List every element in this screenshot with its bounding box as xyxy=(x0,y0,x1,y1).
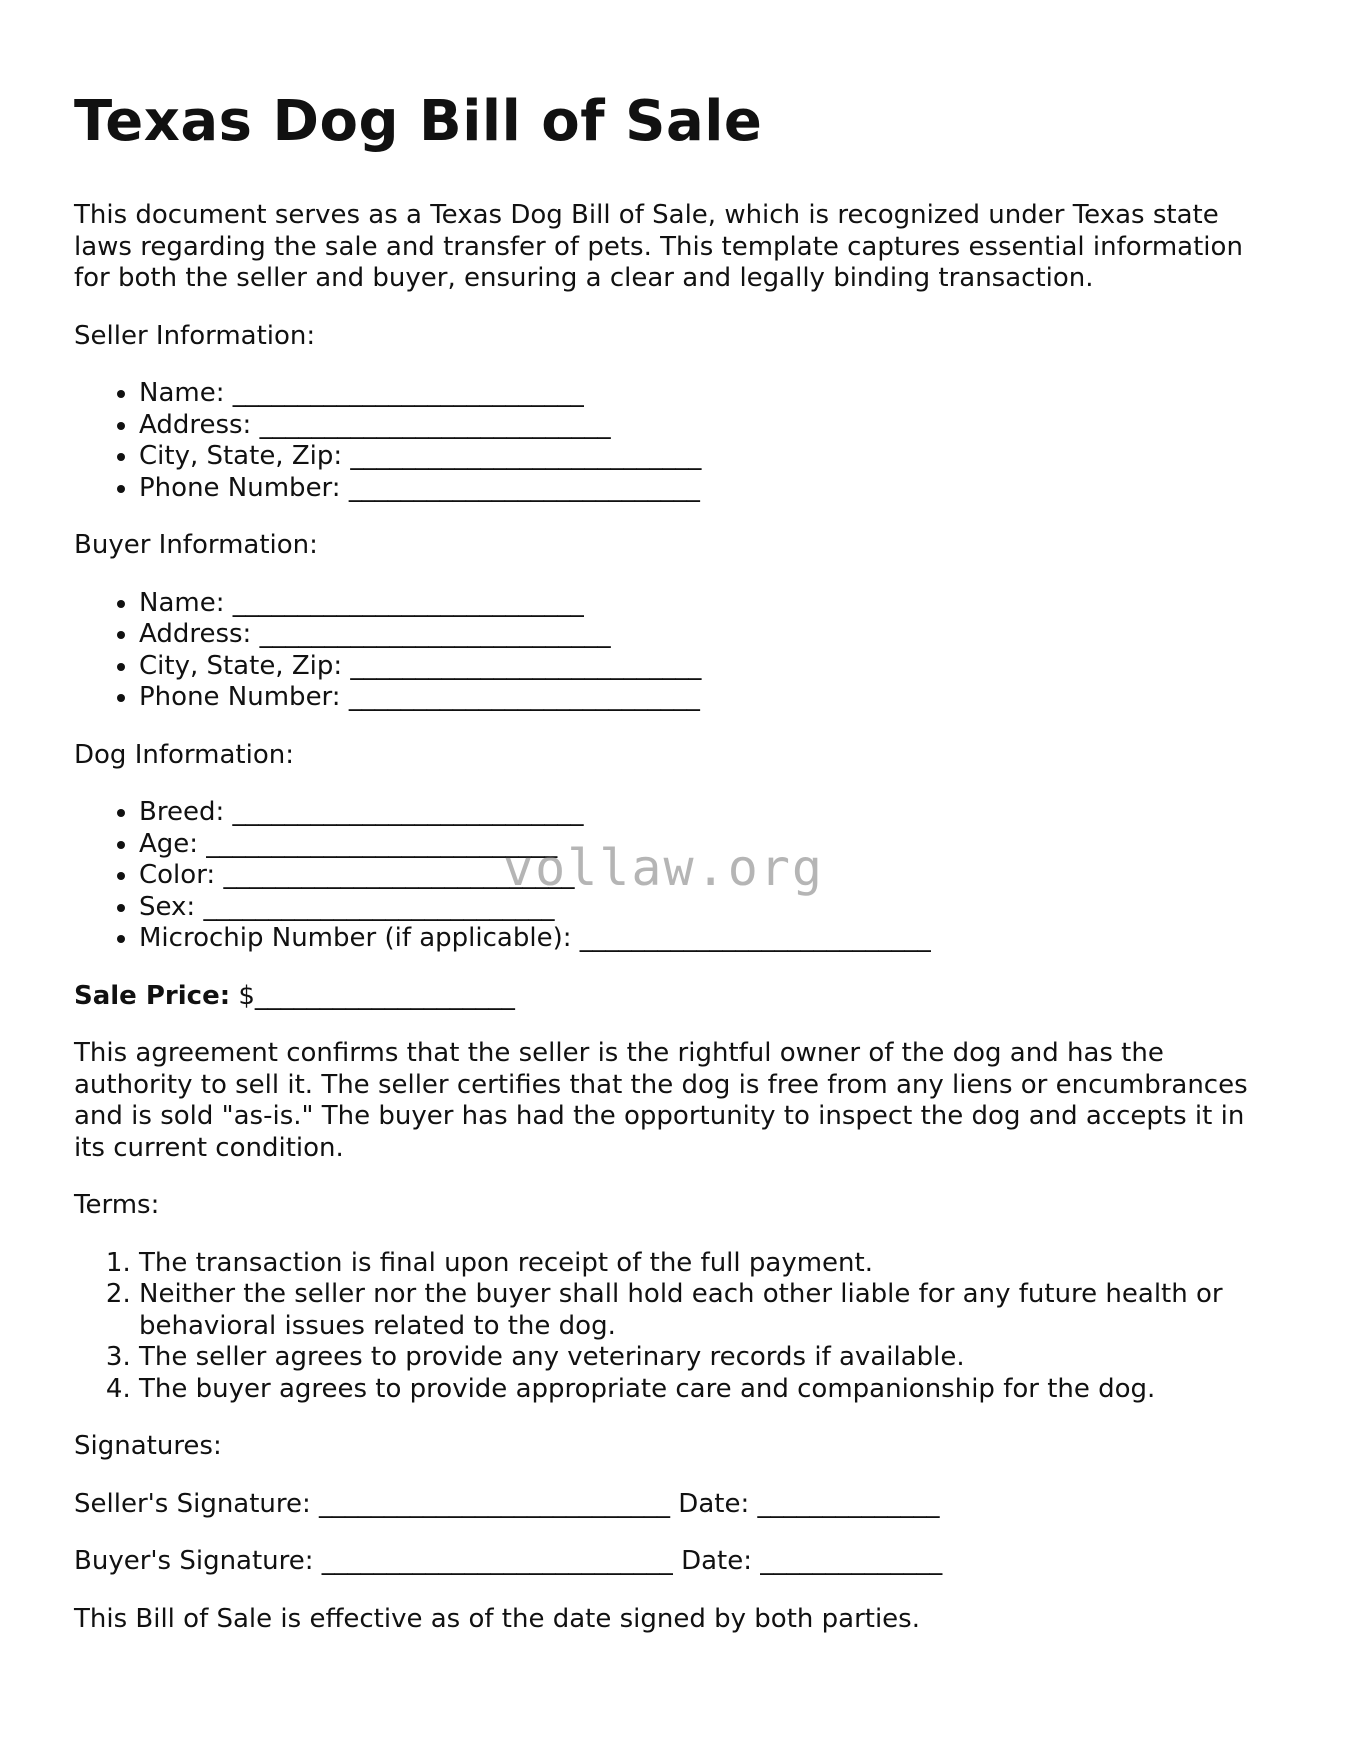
dog-breed-field: • Breed: ___________________________ xyxy=(139,797,1274,829)
sale-price-label: Sale Price: xyxy=(74,980,231,1011)
dog-fields-list xyxy=(74,797,1274,955)
document-body xyxy=(74,88,1274,1661)
terms-heading: Terms: xyxy=(74,1190,160,1220)
closing-paragraph: This Bill of Sale is effective as of the date signed by both parties. xyxy=(74,1603,920,1634)
seller-city-state-zip-field: • City, State, Zip: ___________________________ xyxy=(139,441,1274,473)
buyer-heading: Buyer Information: xyxy=(74,530,318,560)
terms-list xyxy=(74,1248,1274,1406)
sale-price-line xyxy=(74,981,1274,1013)
buyer-name-field: • Name: ___________________________ xyxy=(139,588,1274,620)
dog-heading: Dog Information: xyxy=(74,739,294,770)
buyer-signature-line: Buyer's Signature: ___________________________ Date: ______________ xyxy=(74,1546,943,1576)
term-item: 4. The buyer agrees to provide appropriate care and companionship for the dog. xyxy=(139,1374,1274,1406)
seller-address-field: • Address: ___________________________ xyxy=(139,410,1274,442)
agreement-paragraph: This agreement confirms that the seller is the rightful owner of the dog and has the authority to sell it. The seller certifies that the dog is free from any liens or encumbrances and is sold "as-is." The buyer has had the opportunity to inspect the dog and accepts it in its current condition. xyxy=(74,1038,1248,1163)
buyer-phone-field: • Phone Number: ___________________________ xyxy=(139,682,1274,714)
signatures-heading: Signatures: xyxy=(74,1431,222,1461)
seller-name-field: • Name: ___________________________ xyxy=(139,378,1274,410)
term-item: 3. The seller agrees to provide any veterinary records if available. xyxy=(139,1342,1274,1374)
term-item: 2. Neither the seller nor the buyer shall hold each other liable for any future health or behavioral issues related to the dog. xyxy=(139,1279,1274,1342)
dog-microchip-field: • Microchip Number (if applicable): ___________________________ xyxy=(139,923,1274,955)
document-title: Texas Dog Bill of Sale xyxy=(74,89,763,154)
dog-sex-field: • Sex: ___________________________ xyxy=(139,892,1274,924)
watermark-text: vollaw.org xyxy=(503,839,825,897)
seller-fields-list xyxy=(74,378,1274,504)
seller-signature-line: Seller's Signature: ___________________________ Date: ______________ xyxy=(74,1488,940,1519)
seller-heading: Seller Information: xyxy=(74,320,316,351)
term-item: 1. The transaction is final upon receipt of the full payment. xyxy=(139,1248,1274,1280)
sale-price-value: $____________________ xyxy=(238,980,515,1011)
seller-phone-field: • Phone Number: ___________________________ xyxy=(139,473,1274,505)
buyer-city-state-zip-field: • City, State, Zip: ___________________________ xyxy=(139,651,1274,683)
buyer-address-field: • Address: ___________________________ xyxy=(139,619,1274,651)
intro-paragraph: This document serves as a Texas Dog Bill of Sale, which is recognized under Texas state laws regarding the sale and transfer of pets. This template captures essential information for both the seller and buyer, ensuring a clear and legally binding transaction. xyxy=(74,200,1243,293)
dog-color-field: • Color: ___________________________ xyxy=(139,860,1274,892)
dog-age-field: • Age: ___________________________ xyxy=(139,829,1274,861)
buyer-fields-list xyxy=(74,588,1274,714)
